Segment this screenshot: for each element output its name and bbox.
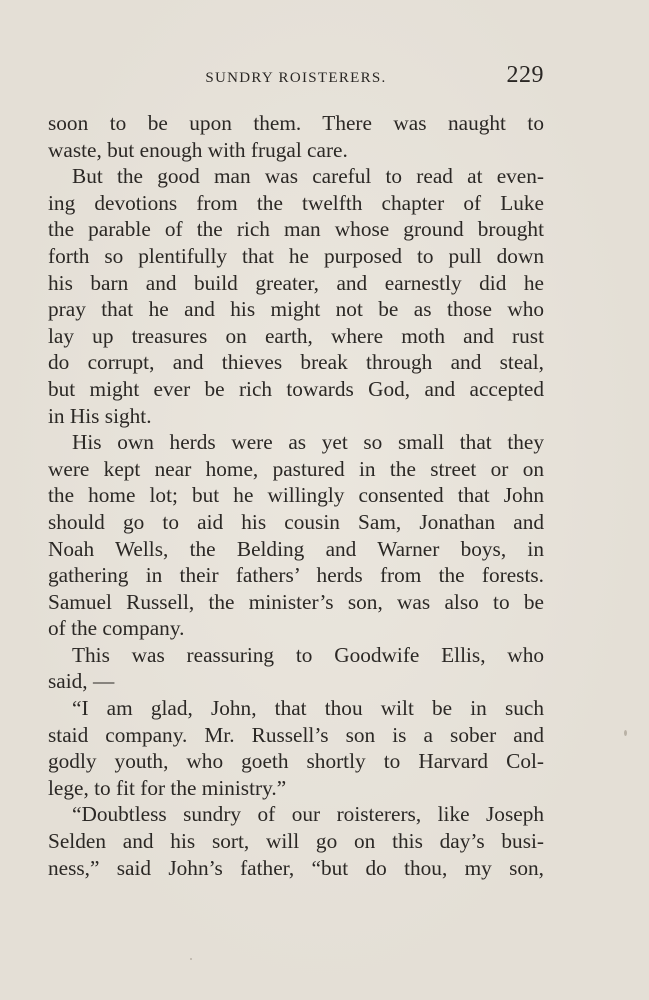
text-line: “I am glad, John, that thou wilt be in such	[72, 696, 544, 721]
running-head	[48, 62, 544, 98]
text-line: godly youth, who goeth shortly to Harvard Col-	[48, 749, 544, 774]
text-line: pray that he and his might not be as those who	[48, 297, 544, 322]
text-line: Selden and his sort, will go on this day’s busi-	[48, 829, 544, 854]
text-line: the home lot; but he willingly consented that John	[48, 483, 544, 508]
text-line: do corrupt, and thieves break through and steal,	[48, 350, 544, 375]
running-title: SUNDRY ROISTERERS.	[205, 70, 387, 86]
text-line: His own herds were as yet so small that they	[72, 430, 544, 455]
paper-speck	[624, 730, 627, 736]
text-line: the parable of the rich man whose ground brought	[48, 217, 544, 242]
body-text	[48, 110, 544, 881]
page-number: 229	[506, 62, 544, 88]
text-line: ing devotions from the twelfth chapter of Luke	[48, 190, 544, 215]
text-line: lay up treasures on earth, where moth and rust	[48, 323, 544, 348]
text-line: soon to be upon them. There was naught to	[48, 111, 544, 135]
text-line: were kept near home, pastured in the street or on	[48, 456, 544, 481]
text-line: ness,” said John’s father, “but do thou, my son,	[48, 855, 544, 880]
text-line: gathering in their fathers’ herds from the forests.	[48, 563, 544, 588]
text-line: waste, but enough with frugal care.	[48, 137, 348, 162]
text-line: staid company. Mr. Russell’s son is a sober and	[48, 722, 544, 747]
text-line: “Doubtless sundry of our roisterers, like Joseph	[72, 802, 544, 827]
text-line: said, —	[48, 669, 115, 694]
text-line: but might ever be rich towards God, and accepted	[48, 376, 544, 401]
text-line: Samuel Russell, the minister’s son, was also to be	[48, 589, 544, 614]
text-line: Noah Wells, the Belding and Warner boys, in	[48, 536, 544, 561]
text-line: in His sight.	[48, 403, 152, 428]
text-line: should go to aid his cousin Sam, Jonathan and	[48, 509, 544, 534]
text-line: his barn and build greater, and earnestly did he	[48, 270, 544, 295]
text-line: This was reassuring to Goodwife Ellis, who	[72, 642, 544, 667]
text-line: forth so plentifully that he purposed to pull down	[48, 243, 544, 268]
text-line: lege, to fit for the ministry.”	[48, 775, 287, 800]
paper-speck	[190, 958, 192, 960]
text-line: of the company.	[48, 616, 185, 641]
text-line: But the good man was careful to read at even-	[72, 164, 544, 189]
